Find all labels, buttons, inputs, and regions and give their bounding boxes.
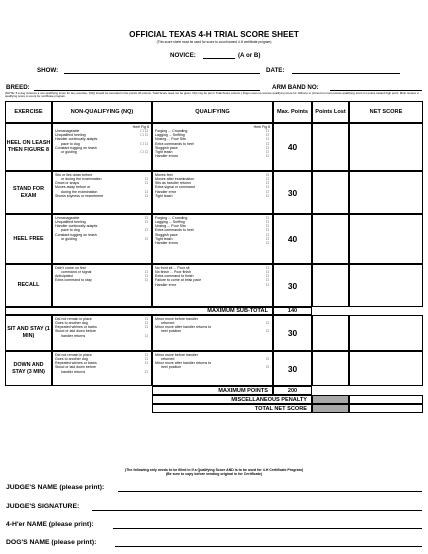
list-item[interactable]: handler returns ☐ [61,333,148,338]
list-item[interactable]: pace to dog ☐ [61,228,148,233]
list-item[interactable]: Extra command to finish ☐ [155,274,269,279]
list-item[interactable]: Forging ... Crowding ☐ [155,216,269,220]
exercise-heel-free: HEEL FREE [5,214,52,264]
sheet-subtitle: (This score sheet must be used for score to count toward 4-H certificate program) [156,40,272,44]
list-item[interactable]: Sluggish pace ☐ [155,145,269,150]
total-net-score-shaded [312,404,349,413]
max-subtotal-value: 140 [273,307,312,315]
list-item[interactable]: Unqualified heeling ☐ [55,220,148,225]
dog-name-field[interactable] [115,546,422,547]
list-item[interactable]: Handler errors ☐ [155,154,269,159]
list-item[interactable]: Unqualified heeling ☐ ☐ [55,133,148,138]
breed-label: BREED: [6,84,30,91]
total-net-score-value[interactable] [349,404,423,413]
list-item[interactable]: Extra signal or command ☐ [155,185,269,190]
judge-signature-label: JUDGE'S SIGNATURE: [6,503,80,510]
down-and-stay-net-score[interactable] [349,351,423,386]
list-item[interactable]: Goes to another dog ☐ [55,357,148,362]
col-max-points-header: Max. Points [273,101,312,123]
misc-penalty-label: MISCELLANEOUS PENALTY [152,395,312,404]
list-item: Stood or laid down before [55,329,96,334]
col-exercise-header: EXERCISE [5,101,52,123]
sit-and-stay-net-score[interactable] [349,315,423,351]
heel-free-max-points: 40 [273,214,312,264]
stand-for-exam-nq-list [52,171,152,214]
judge-name-field[interactable] [118,491,422,492]
certificate-footnote [0,468,428,477]
down-and-stay-points-lost[interactable] [312,351,349,386]
list-item[interactable]: Anticipated ☐ [55,274,148,279]
list-item[interactable]: Moves after examination ☐ [155,177,269,182]
handler-name-field[interactable] [113,528,422,529]
list-item[interactable]: or guiding ☐ [61,236,148,241]
list-item[interactable]: Lagging ... Sniffing ☐ [155,133,269,138]
list-item[interactable]: Extra commands to heel ☐ [155,141,269,146]
list-item: Minor move before handler [155,353,198,357]
show-field[interactable] [64,73,260,74]
list-item[interactable]: Nosing ... Poor Sits ☐ [155,137,269,142]
down-and-stay-max-points: 30 [273,351,312,386]
heel-on-leash-q-list [152,123,273,171]
novice-field[interactable] [203,58,235,59]
novice-label: NOVICE: [170,52,196,59]
misc-penalty-value[interactable] [349,395,423,404]
list-item[interactable]: Nosing ... Poor Sits ☐ [155,224,269,229]
arm-band-label: ARM BAND NO: [272,84,319,91]
list-item[interactable]: heel position ☐ [161,329,269,334]
down-and-stay-q-list [152,351,273,386]
recall-net-score[interactable] [349,264,423,307]
list-item: Constant tugging on leash [55,145,97,150]
max-points-value: 200 [273,386,312,395]
exercise-recall: RECALL [5,264,52,307]
exercise-stand-for-exam: STAND FOR EXAM [5,171,52,214]
judge-signature-field[interactable] [92,510,422,511]
col-nonqualifying-header: NON-QUALIFYING (NQ) [52,101,152,123]
sit-and-stay-max-points: 30 [273,315,312,351]
list-item[interactable]: Handler error ☐ [155,282,269,287]
heel-on-leash-max-points: 40 [273,123,312,171]
list-item: Minor move after handler returns to [155,325,212,330]
list-item[interactable]: Unmanageable ☐ [55,216,148,220]
list-item: Moves away before or [55,185,91,190]
exercise-sit-and-stay: SIT AND STAY (1 MIN) [5,315,52,351]
date-field[interactable] [292,73,400,74]
list-item[interactable]: No front sit ... Poor sit ☐ [155,266,269,270]
list-item[interactable]: Forging ... Crowding ☐ [155,129,269,134]
list-item[interactable]: Repeated whines or barks ☐ [55,325,148,330]
heel-on-leash-points-lost[interactable] [312,123,349,171]
list-item[interactable]: returned ☐ [161,321,269,326]
list-item[interactable]: Extra command to stay ☐ [55,278,148,283]
list-item: Minor move after handler returns to [155,361,212,366]
list-item[interactable]: Tight leash ☐ [155,236,269,241]
col-net-score-header: NET SCORE [349,101,423,123]
list-item: Handler continually adapts [55,137,98,142]
heel-free-net-score[interactable] [349,214,423,264]
dog-name-label: DOG'S NAME (please print): [6,539,97,546]
list-item[interactable]: command or signal ☐ [61,270,148,275]
list-item[interactable]: returned ☐ [161,357,269,362]
list-item[interactable]: Did not remain in place ☐ [55,353,148,357]
heel-fig8-label: Heel Fig 8 [132,125,149,129]
scoring-note: (NOTE: If a dog receives a non-qualifying score for any exercise, (NQ) should be recorded in the points off column. Total Score need not be given. NQ may be put in Total Score column.) Dogs must not receive qualifying score for 10/bone or prizes but must receive qualifying score for points toward high point. Must receive a qualifying score to count for certificate program. [5,90,419,98]
list-item[interactable]: No finish ... Poor finish ☐ [155,270,269,275]
list-item[interactable]: Lagging ... Sniffing ☐ [155,220,269,225]
stand-for-exam-q-list [152,171,273,214]
stand-for-exam-net-score[interactable] [349,171,423,214]
list-item[interactable]: Sits as handler returns ☐ [155,181,269,186]
list-item[interactable]: during the examination ☐ [61,189,148,194]
list-item[interactable]: Repeated whines or barks ☐ [55,361,148,366]
heel-fig8-label: Heel Fig 8 [253,125,270,129]
recall-max-points: 30 [273,264,312,307]
heel-on-leash-net-score[interactable] [349,123,423,171]
list-item[interactable]: Handler error ☐ [155,189,269,194]
col-qualifying-header: QUALIFYING [152,101,273,123]
heel-free-q-list [152,214,273,264]
stand-for-exam-points-lost[interactable] [312,171,349,214]
list-item[interactable]: Shows shyness or resentment ☐ [55,193,148,198]
footnote-line-2: (Be sure to copy before sending original in for Certificate) [165,471,263,476]
list-item: Minor move before handler [155,317,198,321]
list-item: Didn't come on first [55,266,86,270]
col-points-lost-header: Points Lost [312,101,349,123]
list-item: Handler continually adapts [55,224,98,229]
recall-points-lost[interactable] [312,264,349,307]
recall-q-list [152,264,273,307]
list-item[interactable]: Did not remain in place ☐ [55,317,148,321]
misc-penalty-shaded [312,395,349,404]
list-item[interactable]: heel position ☐ [161,365,269,370]
total-net-score-label: TOTAL NET SCORE [152,404,312,413]
novice-suffix: (A or B) [238,52,261,59]
judge-name-label: JUDGE'S NAME (please print): [6,484,105,491]
score-table [5,101,423,465]
list-item[interactable]: or guiding ☐ ☐ [61,149,148,154]
list-item[interactable]: or during the examination ☐ [61,177,148,182]
heel-on-leash-nq-list [52,123,152,171]
list-item: Constant tugging on leash [55,232,97,237]
list-item[interactable]: Tight leash ☐ [155,149,269,154]
list-item[interactable]: Failure to come at brisk pace ☐ [155,278,269,283]
sit-and-stay-nq-list [52,315,152,351]
sit-and-stay-q-list [152,315,273,351]
list-item: Sits or lies down before [55,173,93,177]
heel-free-points-lost[interactable] [312,214,349,264]
heel-free-nq-list [52,214,152,264]
list-item[interactable]: Tight leash ☐ [155,193,269,198]
list-item[interactable]: Growl or snaps ☐ [55,181,148,186]
sheet-title: OFFICIAL TEXAS 4-H TRIAL SCORE SHEET [129,30,299,39]
sit-and-stay-points-lost[interactable] [312,315,349,351]
date-label: DATE: [266,67,285,74]
list-item[interactable]: Unmanageable ☐ ☐ [55,129,148,134]
footnote-line-1: (The following only needs to be filled in if a Qualifying Score AND is to be used for 4-H Certificate Program) [124,467,303,472]
list-item[interactable]: Extra commands to heel ☐ [155,228,269,233]
list-item[interactable]: Moves feet ☐ [155,173,269,177]
recall-nq-list [52,264,152,307]
exercise-down-and-stay: DOWN AND STAY (3 MIN) [5,351,52,386]
stand-for-exam-max-points: 30 [273,171,312,214]
list-item[interactable]: Goes to another dog ☐ [55,321,148,326]
list-item[interactable]: pace to dog ☐ ☐ [61,141,148,146]
list-item: Stood or laid down before [55,365,96,370]
list-item[interactable]: handler returns ☐ [61,369,148,374]
exercise-heel-on-leash: HEEL ON LEASH THEN FIGURE 8 [5,123,52,171]
down-and-stay-nq-list [52,351,152,386]
list-item[interactable]: Sluggish pace ☐ [155,232,269,237]
handler-name-label: 4-H'er NAME (please print): [6,521,94,528]
max-subtotal-label: MAXIMUM SUB-TOTAL [5,307,273,315]
list-item[interactable]: Handler errors ☐ [155,240,269,245]
show-label: SHOW: [37,67,59,74]
max-points-label: MAXIMUM POINTS [152,386,273,395]
